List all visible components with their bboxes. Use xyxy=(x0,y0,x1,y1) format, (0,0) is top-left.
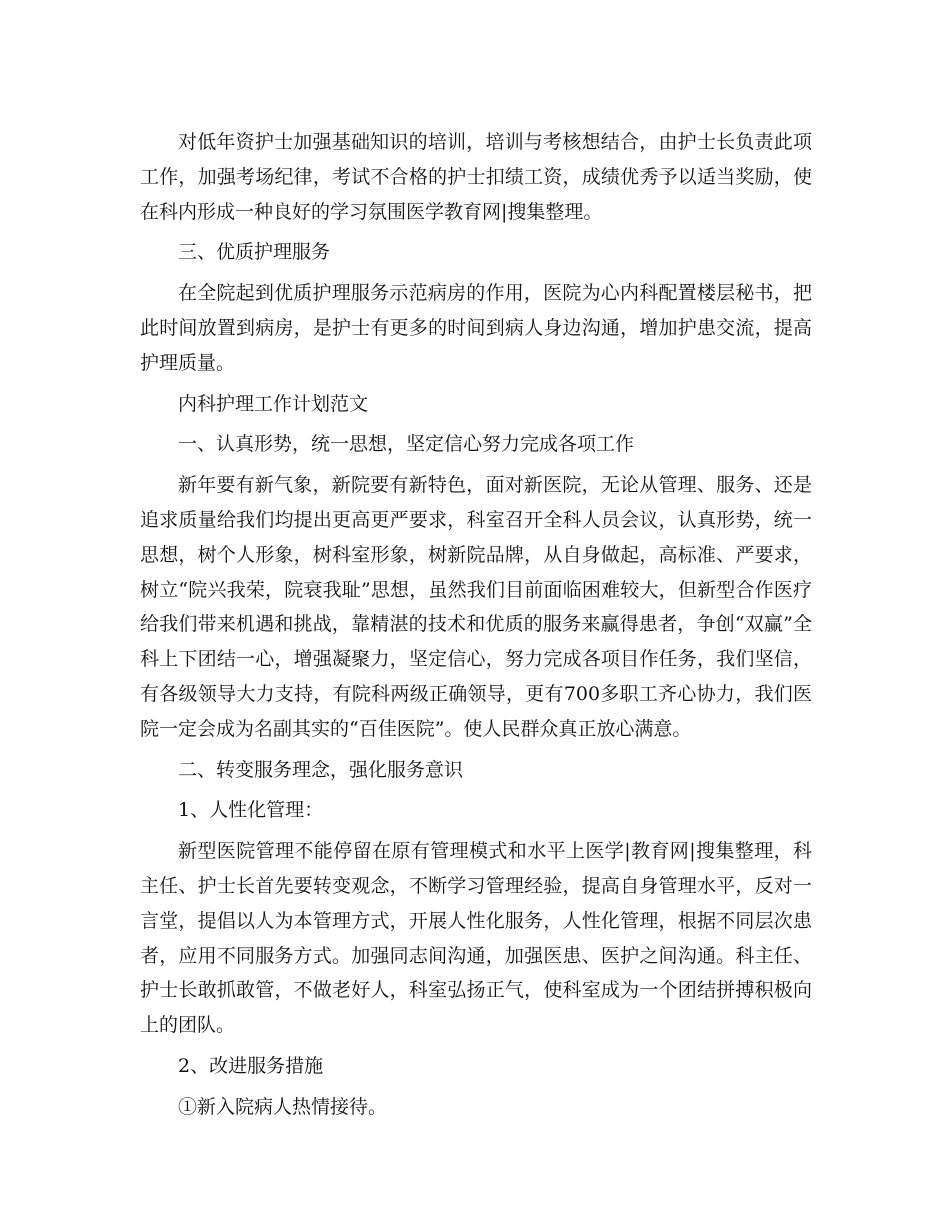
paragraph-training: 对低年资护士加强基础知识的培训，培训与考核想结合，由护士长负责此项工作，加强考场纪律，考试不合格的护士扣绩工资，成绩优秀予以适当奖励，使在科内形成一种良好的学习氛围医学教育网|搜集整理。 xyxy=(140,131,812,223)
document-title: 内科护理工作计划范文 xyxy=(178,392,369,415)
subheading-humanized-management: 1、人性化管理： xyxy=(178,799,324,822)
paragraph-new-hospital: 新年要有新气象，新院要有新特色，面对新医院，无论从管理、服务、还是追求质量给我们均提出更高更严要求，科室召开全科人员会议，认真形势，统一思想，树个人形象，树科室形象，树新院品牌，从自身做起，高标准、严要求，树立“院兴我荣，院衰我耻”思想，虽然我们目前面临困难较大，但新型合作医疗给我们带来机遇和挑战，靠精湛的技术和优质的服务来赢得患者，争创“双赢”全科上下团结一心，增强凝聚力，坚定信心，努力完成各项目作任务，我们坚信，有各级领导大力支持，有院科两级正确领导，更有700多职工齐心协力，我们医院一定会成为名副其实的“百佳医院”。使人民群众真正放心满意。 xyxy=(140,474,812,740)
paragraph-quality-nursing: 在全院起到优质护理服务示范病房的作用，医院为心内科配置楼层秘书，把此时间放置到病房，是护士有更多的时间到病人身边沟通，增加护患交流，提高护理质量。 xyxy=(140,282,812,374)
section-heading-quality-nursing: 三、优质护理服务 xyxy=(178,241,331,264)
list-item-reception: ①新入院病人热情接待。 xyxy=(178,1095,388,1118)
paragraph-management: 新型医院管理不能停留在原有管理模式和水平上医学|教育网|搜集整理，科主任、护士长首先要转变观念，不断学习管理经验，提高自身管理水平，反对一言堂，提倡以人为本管理方式，开展人性化服务，人性化管理，根据不同层次患者，应用不同服务方式。加强同志间沟通，加强医患、医护之间沟通。科主任、护士长敢抓敢管，不做老好人，科室弘扬正气，使科室成为一个团结拼搏积极向上的团队。 xyxy=(140,840,812,1037)
document-body xyxy=(140,123,812,1131)
subheading-improve-service: 2、改进服务措施 xyxy=(178,1054,324,1077)
section-heading-unify-thinking: 一、认真形势，统一思想，坚定信心努力完成各项工作 xyxy=(178,433,635,456)
section-heading-service-concept: 二、转变服务理念，强化服务意识 xyxy=(178,758,464,781)
